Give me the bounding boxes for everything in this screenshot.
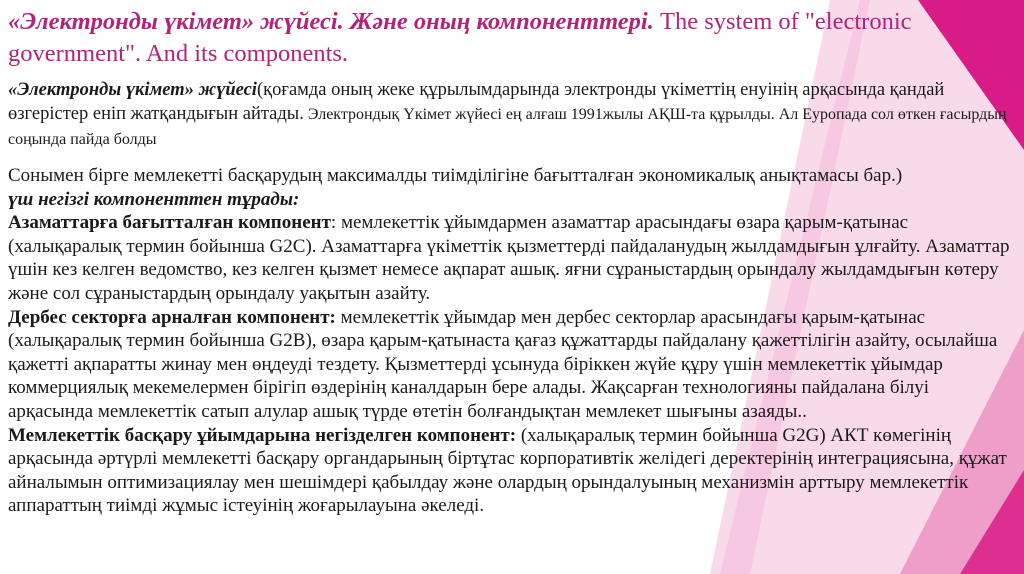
body-text xyxy=(8,164,1016,518)
component-g2c-text: : мемлекеттік ұйымдармен азаматтар арасындағы өзара қарым-қатынас (халықаралық термин бойынша G2C). Азаматтарға үкіметтік қызметтерді пайдаланудың жылдамдығын ұлғайту. Азаматтар үшін кез келген ведомство, кез келген қызмет немесе ақпарат ашық. яғни сұраныстардың орындалу жылдамдығын көтеру және сол сұраныстардың орындалу уақытын азайту. xyxy=(8,212,1010,304)
intro-paragraph xyxy=(8,78,1008,152)
component-g2g xyxy=(8,424,1016,518)
component-g2b xyxy=(8,306,1016,424)
component-g2g-label: Мемлекеттік басқару ұйымдарына негізделген компонент: xyxy=(8,424,517,446)
body-line-1: Сонымен бірге мемлекетті басқарудың максималды тиімділігіне бағытталған экономикалық анықтамасы бар.) xyxy=(8,165,903,186)
intro-term: «Электронды үкімет» жүйесі xyxy=(8,80,257,100)
component-g2c-label: Азаматтарға бағытталған компонент xyxy=(8,212,331,234)
component-g2g-text: (халықаралық термин бойынша G2G) АКТ көмегінің арқасында әртүрлі мемлекетті басқару органдарының біртұтас корпоративтік желідегі деректерінің интеграциясына, құжат айналымын оптимизациялау мен шешімдері қабылдау және олардың орындалуының механизмін арттыру мемлекеттік аппараттың тиімді жұмыс істеуінің жоғарылауына әкеледі. xyxy=(8,424,1007,517)
components-heading: үш негізгі компоненттен тұрады: xyxy=(8,188,300,210)
title-english: The system of "electronic government". And its components. xyxy=(8,8,912,67)
component-g2c xyxy=(8,211,1016,305)
component-g2b-text: мемлекеттік ұйымдар мен дербес секторлар арасындағы қарым-қатынас (халықаралық термин бойынша G2B), өзара қарым-қатынаста қағаз құжаттарды пайдалану қажеттілігін азайту, осылайша қажетті ақпаратты жинау мен өңдеуді тездету. Қызметтерді ұсынуда біріккен жүйе құру үшін мемлекеттік ұйымдар коммерциялық мекемелермен бірігіп өздерінің каналдарын бере алады. Жақсарған технологияны пайдалана білуі арқасында мемлекеттік сатып алулар ашық түрде өтетін болғандықтан мемлекет шығыны азаяды.. xyxy=(8,306,998,422)
intro-history: Электрондық Үкімет жүйесі ең алғаш 1991жылы АҚШ-та құрылды. Ал Еуропада сол өткен ғасырдың соңында пайда болды xyxy=(8,106,1007,148)
slide-title xyxy=(8,6,968,70)
title-kazakh: «Электронды үкімет» жүйесі. Және оның компоненттері. xyxy=(8,8,654,35)
intro-text: (қоғамда оның жеке құрылымдарында электронды үкіметтің енуінің арқасында қандай өзгерістер еніп жатқандығын айтады. xyxy=(8,80,945,124)
component-g2b-label: Дербес секторға арналған компонент: xyxy=(8,306,336,328)
